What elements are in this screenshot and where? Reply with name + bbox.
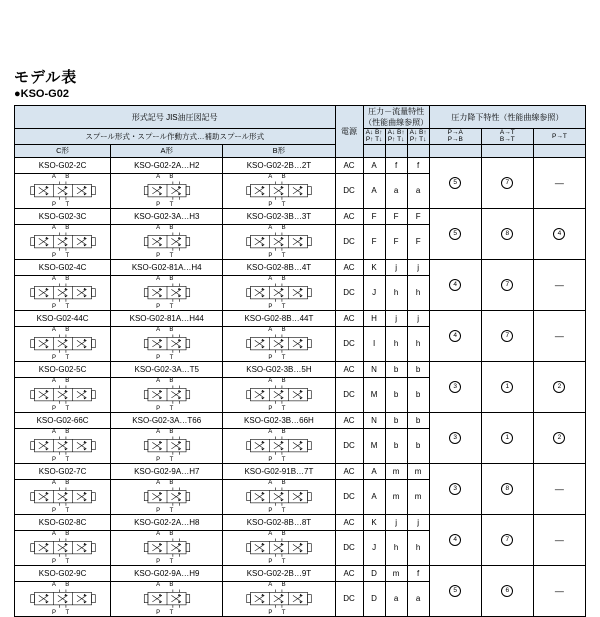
flow-value: A (363, 479, 385, 514)
header-flow-col-3: A↓ B↑ P↑ T↓ (407, 129, 429, 145)
model-code-a: KSO-G02-3A…T66 (111, 412, 223, 428)
flow-value: m (385, 463, 407, 479)
power-type: AC (335, 361, 363, 377)
model-code-a: KSO-G02-3A…H3 (111, 208, 223, 224)
flow-value: b (385, 361, 407, 377)
drop-value: 2 (533, 412, 585, 463)
drop-value: 7 (481, 514, 533, 565)
drop-value: 3 (429, 361, 481, 412)
header-col-c: C形 (15, 144, 111, 157)
symbol-c: A B P T (15, 428, 111, 463)
page-title: モデル表 (14, 69, 78, 86)
header-drop-col-2: A→T B→T (481, 129, 533, 145)
drop-value: 3 (429, 412, 481, 463)
power-type: AC (335, 208, 363, 224)
model-code-b: KSO-G02-8B…44T (223, 310, 335, 326)
power-type: DC (335, 275, 363, 310)
model-code-c: KSO-G02-4C (15, 259, 111, 275)
symbol-a: A B P T (111, 173, 223, 208)
model-code-c: KSO-G02-44C (15, 310, 111, 326)
symbol-a: A B P T (111, 377, 223, 412)
table-row (15, 412, 586, 428)
model-code-b: KSO-G02-91B…7T (223, 463, 335, 479)
flow-value: a (385, 173, 407, 208)
flow-value: F (407, 224, 429, 259)
flow-value: h (407, 275, 429, 310)
symbol-a: A B P T (111, 428, 223, 463)
power-type: DC (335, 530, 363, 565)
flow-value: D (363, 581, 385, 616)
power-type: DC (335, 377, 363, 412)
model-code-a: KSO-G02-9A…H9 (111, 565, 223, 581)
flow-value: m (385, 479, 407, 514)
model-table (14, 105, 586, 617)
flow-value: a (385, 581, 407, 616)
drop-value: 4 (429, 310, 481, 361)
flow-value: j (385, 310, 407, 326)
table-row (15, 565, 586, 581)
table-row (15, 310, 586, 326)
power-type: AC (335, 463, 363, 479)
symbol-c: A B P T (15, 326, 111, 361)
flow-value: H (363, 310, 385, 326)
table-row (15, 208, 586, 224)
drop-value: 5 (429, 208, 481, 259)
symbol-a: A B P T (111, 581, 223, 616)
drop-value: 4 (429, 259, 481, 310)
drop-value: 6 (481, 565, 533, 616)
flow-value: b (385, 412, 407, 428)
power-type: DC (335, 428, 363, 463)
header-col-b: B形 (223, 144, 335, 157)
flow-value: j (407, 259, 429, 275)
flow-value: a (407, 581, 429, 616)
drop-value: 4 (429, 514, 481, 565)
drop-value: 3 (429, 463, 481, 514)
header-drop-col-1: P→A P→B (429, 129, 481, 145)
header-drop: 圧力降下特性（性能曲線参照） (429, 106, 585, 129)
symbol-a: A B P T (111, 530, 223, 565)
drop-value: 1 (481, 412, 533, 463)
model-code-c: KSO-G02-3C (15, 208, 111, 224)
header-col-a: A形 (111, 144, 223, 157)
power-type: DC (335, 224, 363, 259)
symbol-c: A B P T (15, 224, 111, 259)
model-code-b: KSO-G02-3B…66H (223, 412, 335, 428)
header-drop-blank-1 (429, 144, 481, 157)
drop-value: 7 (481, 310, 533, 361)
flow-value: b (407, 361, 429, 377)
header-flow-col-1: A↓ B↑ P↑ T↓ (363, 129, 385, 145)
symbol-a: A B P T (111, 224, 223, 259)
model-code-a: KSO-G02-9A…H7 (111, 463, 223, 479)
flow-value: b (407, 428, 429, 463)
model-code-c: KSO-G02-2C (15, 157, 111, 173)
symbol-c: A B P T (15, 377, 111, 412)
header-flow-col-2: A↓ B↑ P↑ T↓ (385, 129, 407, 145)
drop-value: 4 (533, 208, 585, 259)
flow-value: j (407, 310, 429, 326)
model-code-a: KSO-G02-3A…T5 (111, 361, 223, 377)
flow-value: f (385, 157, 407, 173)
model-code-c: KSO-G02-66C (15, 412, 111, 428)
flow-value: F (363, 208, 385, 224)
header-flow-blank-3 (407, 144, 429, 157)
header-spool-desc: スプール形式・スプール作動方式…補助スプール形式 (15, 129, 336, 145)
header-flow-blank-1 (363, 144, 385, 157)
power-type: AC (335, 514, 363, 530)
drop-value: 1 (481, 361, 533, 412)
table-row (15, 463, 586, 479)
flow-value: D (363, 565, 385, 581)
model-code-b: KSO-G02-2B…2T (223, 157, 335, 173)
power-type: DC (335, 479, 363, 514)
flow-value: M (363, 428, 385, 463)
flow-value: K (363, 514, 385, 530)
drop-value: 7 (481, 259, 533, 310)
flow-value: a (407, 173, 429, 208)
model-code-a: KSO-G02-2A…H2 (111, 157, 223, 173)
flow-value: A (363, 173, 385, 208)
drop-value: — (533, 157, 585, 208)
power-type: DC (335, 581, 363, 616)
symbol-c: A B P T (15, 173, 111, 208)
flow-value: j (385, 259, 407, 275)
model-code-b: KSO-G02-8B…8T (223, 514, 335, 530)
flow-value: b (385, 377, 407, 412)
flow-value: f (407, 157, 429, 173)
power-type: DC (335, 173, 363, 208)
power-type: DC (335, 326, 363, 361)
model-code-c: KSO-G02-5C (15, 361, 111, 377)
model-code-c: KSO-G02-9C (15, 565, 111, 581)
symbol-b: A B P T (223, 224, 335, 259)
drop-value: — (533, 259, 585, 310)
model-code-c: KSO-G02-8C (15, 514, 111, 530)
power-type: AC (335, 157, 363, 173)
flow-value: b (407, 377, 429, 412)
symbol-a: A B P T (111, 479, 223, 514)
flow-value: M (363, 377, 385, 412)
page-subtitle: ●KSO-G02 (14, 88, 69, 100)
flow-value: N (363, 412, 385, 428)
header-power: 電源 (335, 106, 363, 158)
flow-value: A (363, 463, 385, 479)
drop-value: — (533, 514, 585, 565)
header-flow: 圧力－流量特性（性能曲線参照） (364, 107, 429, 127)
model-table-body (15, 157, 586, 616)
table-row (15, 514, 586, 530)
symbol-b: A B P T (223, 326, 335, 361)
model-code-a: KSO-G02-81A…H44 (111, 310, 223, 326)
symbol-a: A B P T (111, 275, 223, 310)
flow-value: h (385, 275, 407, 310)
model-code-a: KSO-G02-81A…H4 (111, 259, 223, 275)
drop-value: 5 (429, 157, 481, 208)
drop-value: — (533, 565, 585, 616)
header-flow-blank-2 (385, 144, 407, 157)
drop-value: 8 (481, 463, 533, 514)
model-code-a: KSO-G02-2A…H8 (111, 514, 223, 530)
flow-value: K (363, 259, 385, 275)
flow-value: h (407, 530, 429, 565)
model-code-c: KSO-G02-7C (15, 463, 111, 479)
symbol-b: A B P T (223, 377, 335, 412)
table-row (15, 259, 586, 275)
symbol-b: A B P T (223, 581, 335, 616)
symbol-b: A B P T (223, 275, 335, 310)
flow-value: h (385, 530, 407, 565)
flow-value: F (385, 208, 407, 224)
header-drop-blank-2 (481, 144, 533, 157)
flow-value: m (407, 479, 429, 514)
symbol-c: A B P T (15, 581, 111, 616)
flow-value: I (363, 326, 385, 361)
power-type: AC (335, 259, 363, 275)
model-code-b: KSO-G02-8B…4T (223, 259, 335, 275)
flow-value: F (385, 224, 407, 259)
symbol-b: A B P T (223, 173, 335, 208)
model-code-b: KSO-G02-3B…5H (223, 361, 335, 377)
power-type: AC (335, 412, 363, 428)
flow-value: m (385, 565, 407, 581)
flow-value: F (363, 224, 385, 259)
symbol-a: A B P T (111, 326, 223, 361)
symbol-b: A B P T (223, 530, 335, 565)
flow-value: b (407, 412, 429, 428)
flow-value: N (363, 361, 385, 377)
symbol-b: A B P T (223, 428, 335, 463)
drop-value: 5 (429, 565, 481, 616)
flow-value: h (407, 326, 429, 361)
header-code-group: 形式記号 JIS油圧図記号 (15, 106, 336, 129)
flow-value: j (385, 514, 407, 530)
flow-value: f (407, 565, 429, 581)
header-drop-col-3: P→T (533, 129, 585, 145)
symbol-c: A B P T (15, 530, 111, 565)
drop-value: 7 (481, 157, 533, 208)
table-row (15, 361, 586, 377)
flow-value: J (363, 275, 385, 310)
drop-value: — (533, 310, 585, 361)
model-code-b: KSO-G02-2B…9T (223, 565, 335, 581)
symbol-c: A B P T (15, 275, 111, 310)
header-drop-blank-3 (533, 144, 585, 157)
flow-value: F (407, 208, 429, 224)
power-type: AC (335, 565, 363, 581)
flow-value: b (385, 428, 407, 463)
flow-value: h (385, 326, 407, 361)
symbol-b: A B P T (223, 479, 335, 514)
flow-value: A (363, 157, 385, 173)
drop-value: — (533, 463, 585, 514)
table-row (15, 157, 586, 173)
symbol-c: A B P T (15, 479, 111, 514)
flow-value: j (407, 514, 429, 530)
flow-value: m (407, 463, 429, 479)
drop-value: 8 (481, 208, 533, 259)
flow-value: J (363, 530, 385, 565)
power-type: AC (335, 310, 363, 326)
model-code-b: KSO-G02-3B…3T (223, 208, 335, 224)
drop-value: 2 (533, 361, 585, 412)
